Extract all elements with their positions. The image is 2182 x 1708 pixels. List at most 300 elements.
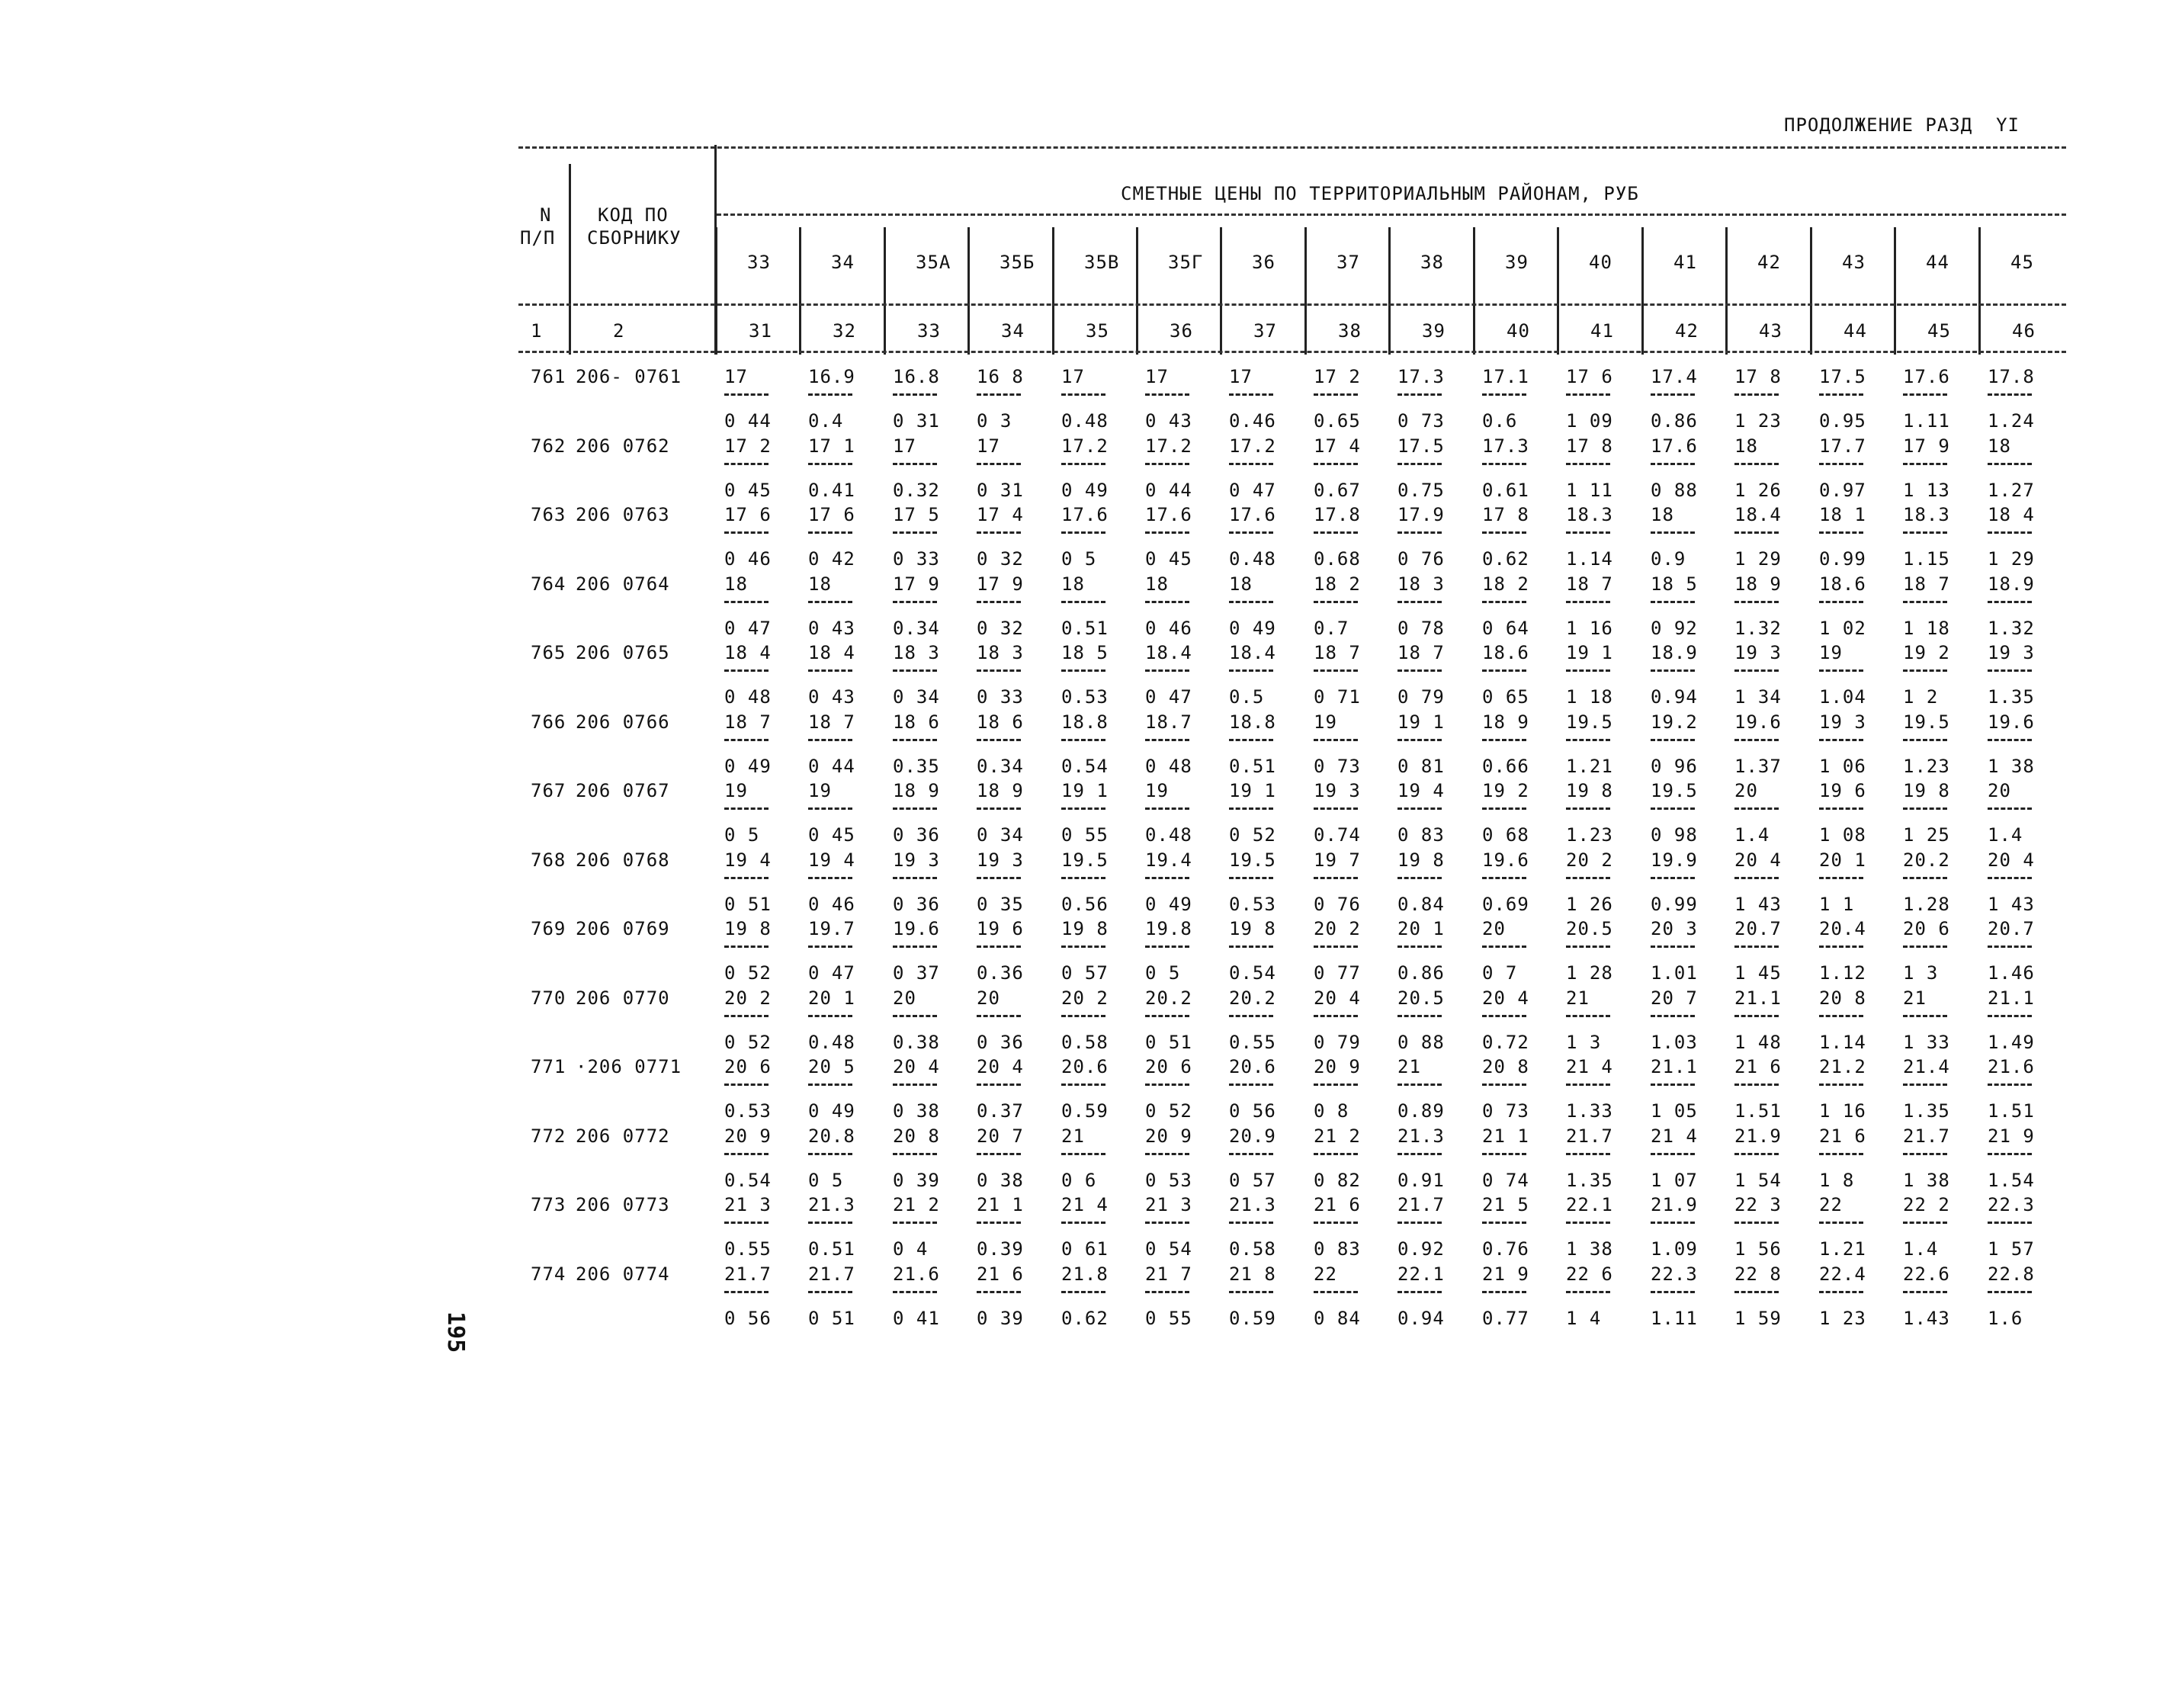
price-value: 21.7 (1397, 1194, 1445, 1215)
row-code: 206 0765 (576, 642, 670, 663)
price-value: 18.4 (1734, 504, 1782, 525)
wage-value: 1.09 (1651, 1238, 1698, 1260)
fraction-line (1566, 601, 1610, 603)
price-value: 17 (1145, 366, 1169, 387)
price-value: 17.8 (1988, 366, 2035, 387)
price-value: 21.9 (1734, 1125, 1782, 1147)
wage-value: 1.27 (1988, 479, 2035, 501)
price-value: 17 (1229, 366, 1253, 387)
price-value: 20 4 (1734, 849, 1782, 871)
wage-value: 1 38 (1988, 755, 2035, 777)
wage-value: 0 47 (1229, 479, 1276, 501)
wage-value: 0 36 (893, 824, 940, 846)
fraction-line (1903, 1153, 1947, 1155)
fraction-line (808, 946, 852, 948)
wage-value: 0 52 (1229, 824, 1276, 846)
region-column-separator (967, 227, 970, 355)
region-column-separator (1810, 227, 1812, 355)
price-value: 17.8 (1314, 504, 1361, 525)
fraction-line (1145, 946, 1189, 948)
fraction-line (893, 531, 937, 534)
price-value: 18.8 (1061, 711, 1109, 733)
column-index: 44 (1843, 320, 1867, 342)
region-column-separator (1641, 227, 1644, 355)
wage-value: 0 35 (977, 893, 1024, 915)
price-value: 20.2 (1145, 987, 1192, 1009)
fraction-line (1734, 669, 1779, 672)
wage-value: 0.32 (893, 479, 940, 501)
price-value: 20 (893, 987, 916, 1009)
fraction-line (1819, 393, 1863, 396)
price-value: 18 9 (1734, 573, 1782, 595)
fraction-line (1314, 946, 1358, 948)
wage-value: 0.62 (1061, 1307, 1109, 1329)
price-value: 17 5 (893, 504, 940, 525)
fraction-line (1482, 739, 1526, 741)
wage-value: 0.53 (724, 1100, 772, 1122)
fraction-line (1734, 1084, 1779, 1086)
price-value: 21.7 (808, 1263, 855, 1285)
wage-value: 1.21 (1566, 755, 1613, 777)
wage-value: 0 57 (1229, 1169, 1276, 1191)
fraction-line (893, 669, 937, 672)
wage-value: 1.21 (1819, 1238, 1866, 1260)
price-value: 18 2 (1314, 573, 1361, 595)
wage-value: 1 16 (1819, 1100, 1866, 1122)
price-value: 19.5 (1903, 711, 1950, 733)
wage-value: 0 77 (1314, 962, 1361, 984)
price-value: 20 6 (724, 1056, 772, 1077)
fraction-line (808, 393, 852, 396)
wage-value: 0.75 (1397, 479, 1445, 501)
fraction-line (1566, 1084, 1610, 1086)
fraction-line (724, 1291, 769, 1293)
region-header: 40 (1589, 252, 1612, 273)
price-value: 21.7 (1903, 1125, 1950, 1147)
price-value: 21.1 (1988, 987, 2035, 1009)
region-column-separator (884, 227, 886, 355)
price-value: 18 4 (724, 642, 772, 663)
fraction-line (1988, 807, 2032, 810)
price-value: 19 2 (1903, 642, 1950, 663)
fraction-line (1145, 531, 1189, 534)
fraction-line (1482, 393, 1526, 396)
fraction-line (1819, 601, 1863, 603)
price-value: 20 1 (1397, 918, 1445, 939)
wage-value: 1 06 (1819, 755, 1866, 777)
price-value: 19.7 (808, 918, 855, 939)
price-value: 18.6 (1819, 573, 1866, 595)
wage-value: 1 29 (1734, 548, 1782, 570)
fraction-line (1903, 669, 1947, 672)
wage-value: 0 48 (724, 686, 772, 708)
fraction-line (1061, 807, 1105, 810)
fraction-line (1651, 739, 1695, 741)
wage-value: 1 43 (1734, 893, 1782, 915)
fraction-line (1988, 531, 2032, 534)
price-value: 18 (724, 573, 748, 595)
fraction-line (1819, 669, 1863, 672)
price-value: 20 7 (977, 1125, 1024, 1147)
price-value: 18 7 (1314, 642, 1361, 663)
region-column-separator (799, 227, 801, 355)
wage-value: 1.15 (1903, 548, 1950, 570)
fraction-line (1145, 807, 1189, 810)
wage-value: 0.86 (1397, 962, 1445, 984)
row-number: 765 (531, 642, 566, 663)
price-value: 18.3 (1903, 504, 1950, 525)
fraction-line (1314, 1015, 1358, 1017)
row-number: 766 (531, 711, 566, 733)
wage-value: 0.55 (1229, 1031, 1276, 1053)
wage-value: 0 45 (1145, 548, 1192, 570)
fraction-line (1145, 1153, 1189, 1155)
fraction-line (1734, 1015, 1779, 1017)
price-value: 17.9 (1397, 504, 1445, 525)
price-value: 18 6 (977, 711, 1024, 733)
price-value: 20 5 (808, 1056, 855, 1077)
row-code: 206 0762 (576, 435, 670, 457)
fraction-line (1988, 739, 2032, 741)
region-header: 33 (747, 252, 771, 273)
wage-value: 1 33 (1903, 1031, 1950, 1053)
wage-value: 0.67 (1314, 479, 1361, 501)
column-index: 40 (1507, 320, 1530, 342)
price-value: 20 7 (1651, 987, 1698, 1009)
price-value: 19 (1314, 711, 1337, 733)
fraction-line (1903, 1222, 1947, 1224)
price-value: 21 (1566, 987, 1590, 1009)
fraction-line (1061, 463, 1105, 465)
section-continuation-header: ПРОДОЛЖЕНИЕ РАЗД YI (1784, 114, 2020, 136)
row-code: 206- 0761 (576, 366, 682, 387)
fraction-line (1819, 1153, 1863, 1155)
region-header: 35Г (1168, 252, 1204, 273)
fraction-line (1397, 877, 1442, 879)
wage-value: 1.23 (1903, 755, 1950, 777)
region-header: 35Б (1000, 252, 1035, 273)
price-value: 19 (808, 780, 832, 801)
fraction-line (1482, 1153, 1526, 1155)
price-value: 20 6 (1145, 1056, 1192, 1077)
fraction-line (1651, 531, 1695, 534)
wage-value: 0 73 (1482, 1100, 1529, 1122)
price-value: 19 3 (893, 849, 940, 871)
fraction-line (1651, 807, 1695, 810)
wage-value: 0 92 (1651, 617, 1698, 639)
fraction-line (808, 877, 852, 879)
price-value: 17.6 (1651, 435, 1698, 457)
price-value: 20 2 (1566, 849, 1613, 871)
price-value: 21 6 (1734, 1056, 1782, 1077)
fraction-line (1145, 1015, 1189, 1017)
price-value: 17 4 (977, 504, 1024, 525)
price-value: 21 9 (1988, 1125, 2035, 1147)
wage-value: 0 73 (1397, 410, 1445, 432)
wage-value: 0.37 (977, 1100, 1024, 1122)
fraction-line (1061, 1015, 1105, 1017)
price-value: 19.5 (1229, 849, 1276, 871)
column-index: 32 (833, 320, 856, 342)
price-value: 21 4 (1061, 1194, 1109, 1215)
wage-value: 1.43 (1903, 1307, 1950, 1329)
price-value: 18.9 (1651, 642, 1698, 663)
price-value: 20.7 (1734, 918, 1782, 939)
column-index: 34 (1001, 320, 1025, 342)
wage-value: 1.11 (1903, 410, 1950, 432)
price-value: 18 7 (1903, 573, 1950, 595)
wage-value: 1.14 (1819, 1031, 1866, 1053)
row-code: 206 0767 (576, 780, 670, 801)
price-value: 22 8 (1734, 1263, 1782, 1285)
fraction-line (808, 669, 852, 672)
wage-value: 1 07 (1651, 1169, 1698, 1191)
price-value: 21.8 (1061, 1263, 1109, 1285)
wage-value: 0 42 (808, 548, 855, 570)
wage-value: 0 51 (808, 1307, 855, 1329)
fraction-line (1314, 393, 1358, 396)
price-value: 21.7 (724, 1263, 772, 1285)
fraction-line (1903, 739, 1947, 741)
fraction-line (1229, 1291, 1273, 1293)
price-value: 20.8 (808, 1125, 855, 1147)
fraction-line (1819, 531, 1863, 534)
price-value: 18 (808, 573, 832, 595)
price-value: 20 2 (1061, 987, 1109, 1009)
fraction-line (724, 946, 769, 948)
price-value: 17 6 (724, 504, 772, 525)
wage-value: 0.95 (1819, 410, 1866, 432)
wage-value: 0 78 (1397, 617, 1445, 639)
price-value: 22 6 (1566, 1263, 1613, 1285)
price-value: 22.6 (1903, 1263, 1950, 1285)
fraction-line (808, 1153, 852, 1155)
fraction-line (1903, 1291, 1947, 1293)
fraction-line (1314, 669, 1358, 672)
price-value: 20.2 (1903, 849, 1950, 871)
region-column-separator (1473, 227, 1475, 355)
wage-value: 1 1 (1819, 893, 1855, 915)
fraction-line (724, 1222, 769, 1224)
price-value: 18 (1651, 504, 1674, 525)
fraction-line (1566, 1015, 1610, 1017)
wage-value: 0 55 (1061, 824, 1109, 846)
wage-value: 1 2 (1903, 686, 1939, 708)
fraction-line (1397, 739, 1442, 741)
region-header: 42 (1757, 252, 1781, 273)
fraction-line (1145, 1084, 1189, 1086)
wage-value: 0.53 (1229, 893, 1276, 915)
price-value: 17 (1061, 366, 1085, 387)
price-value: 18 (1145, 573, 1169, 595)
fraction-line (893, 1153, 937, 1155)
row-number: 772 (531, 1125, 566, 1147)
column-index: 31 (749, 320, 772, 342)
fraction-line (1229, 739, 1273, 741)
wage-value: 0 54 (1145, 1238, 1192, 1260)
price-value: 17 6 (1566, 366, 1613, 387)
wage-value: 0 71 (1314, 686, 1361, 708)
fraction-line (1314, 739, 1358, 741)
fraction-line (1903, 877, 1947, 879)
fraction-line (977, 1222, 1021, 1224)
fraction-line (1229, 601, 1273, 603)
price-value: 19 7 (1314, 849, 1361, 871)
price-value: 21 1 (1482, 1125, 1529, 1147)
price-value: 18 (1229, 573, 1253, 595)
region-header: 35В (1084, 252, 1120, 273)
fraction-line (1819, 807, 1863, 810)
price-value: 22.1 (1397, 1263, 1445, 1285)
fraction-line (1734, 946, 1779, 948)
column-index: 36 (1170, 320, 1193, 342)
wage-value: 0.4 (808, 410, 844, 432)
row-code: 206 0774 (576, 1263, 670, 1285)
price-value: 20 4 (1988, 849, 2035, 871)
fraction-line (1903, 463, 1947, 465)
price-value: 21 3 (724, 1194, 772, 1215)
price-value: 20 6 (1903, 918, 1950, 939)
row-number: 773 (531, 1194, 566, 1215)
wage-value: 0 53 (1145, 1169, 1192, 1191)
wage-value: 0 45 (808, 824, 855, 846)
wage-value: 0.84 (1397, 893, 1445, 915)
fraction-line (1651, 1291, 1695, 1293)
price-value: 19.6 (1988, 711, 2035, 733)
wage-value: 1 23 (1819, 1307, 1866, 1329)
fraction-line (1314, 1153, 1358, 1155)
wage-value: 0.5 (1229, 686, 1265, 708)
fraction-line (977, 1084, 1021, 1086)
wage-value: 0 5 (808, 1169, 844, 1191)
fraction-line (1397, 946, 1442, 948)
wage-value: 0 83 (1314, 1238, 1361, 1260)
fraction-line (1819, 739, 1863, 741)
price-value: 18 6 (893, 711, 940, 733)
price-value: 18.4 (1145, 642, 1192, 663)
fraction-line (1903, 946, 1947, 948)
fraction-line (1145, 601, 1189, 603)
fraction-line (1988, 1015, 2032, 1017)
wage-value: 0.58 (1061, 1031, 1109, 1053)
fraction-line (1229, 1015, 1273, 1017)
fraction-line (977, 807, 1021, 810)
price-value: 17.5 (1819, 366, 1866, 387)
price-value: 20.4 (1819, 918, 1866, 939)
column-index: 46 (2012, 320, 2036, 342)
price-value: 17 4 (1314, 435, 1361, 457)
fraction-line (1314, 1222, 1358, 1224)
fraction-line (1988, 946, 2032, 948)
fraction-line (1061, 1084, 1105, 1086)
fraction-line (1734, 531, 1779, 534)
price-value: 19 4 (1397, 780, 1445, 801)
wage-value: 0.54 (1061, 755, 1109, 777)
wage-value: 0.61 (1482, 479, 1529, 501)
wage-value: 1 29 (1988, 548, 2035, 570)
wage-value: 0.72 (1482, 1031, 1529, 1053)
column-index: 45 (1927, 320, 1951, 342)
price-value: 19 1 (1397, 711, 1445, 733)
fraction-line (1819, 1015, 1863, 1017)
fraction-line (1651, 463, 1695, 465)
region-column-separator (1388, 227, 1391, 355)
price-value: 21 6 (977, 1263, 1024, 1285)
price-value: 22.4 (1819, 1263, 1866, 1285)
fraction-line (1988, 1153, 2032, 1155)
wage-value: 0 32 (977, 548, 1024, 570)
wage-value: 1.4 (1903, 1238, 1939, 1260)
price-value: 18 7 (1397, 642, 1445, 663)
price-value: 18 9 (1482, 711, 1529, 733)
fraction-line (1397, 1222, 1442, 1224)
price-value: 20 8 (1482, 1056, 1529, 1077)
wage-value: 1 05 (1651, 1100, 1698, 1122)
row-number: 770 (531, 987, 566, 1009)
wage-value: 0.99 (1651, 893, 1698, 915)
price-value: 20.6 (1061, 1056, 1109, 1077)
wage-value: 0.89 (1397, 1100, 1445, 1122)
fraction-line (893, 877, 937, 879)
wage-value: 1 18 (1566, 686, 1613, 708)
price-value: 16.9 (808, 366, 855, 387)
wage-value: 0 36 (893, 893, 940, 915)
price-value: 21.6 (1988, 1056, 2035, 1077)
price-value: 18 4 (808, 642, 855, 663)
price-value: 21 (1061, 1125, 1085, 1147)
price-value: 19.5 (1566, 711, 1613, 733)
price-value: 21.1 (1651, 1056, 1698, 1077)
fraction-line (1482, 601, 1526, 603)
wage-value: 0 83 (1397, 824, 1445, 846)
wage-value: 1.6 (1988, 1307, 2023, 1329)
price-value: 18 4 (1988, 504, 2035, 525)
price-value: 18 7 (1566, 573, 1613, 595)
fraction-line (1734, 877, 1779, 879)
wage-value: 0 5 (1061, 548, 1097, 570)
wage-value: 0 49 (1061, 479, 1109, 501)
price-value: 20.6 (1229, 1056, 1276, 1077)
fraction-line (1903, 531, 1947, 534)
price-value: 18.6 (1482, 642, 1529, 663)
row-number: 767 (531, 780, 566, 801)
price-value: 22 2 (1903, 1194, 1950, 1215)
index-col-1: 1 (531, 320, 543, 342)
wage-value: 0.9 (1651, 548, 1686, 570)
price-value: 20 8 (893, 1125, 940, 1147)
price-value: 19 8 (1229, 918, 1276, 939)
price-value: 17.6 (1061, 504, 1109, 525)
wage-value: 1 38 (1566, 1238, 1613, 1260)
wage-value: 1 43 (1988, 893, 2035, 915)
row-code: 206 0773 (576, 1194, 670, 1215)
index-bottom-rule (518, 351, 2066, 353)
fraction-line (724, 669, 769, 672)
wage-value: 0 76 (1314, 893, 1361, 915)
fraction-line (1482, 1015, 1526, 1017)
fraction-line (1903, 393, 1947, 396)
wage-value: 1 16 (1566, 617, 1613, 639)
column-index: 42 (1675, 320, 1699, 342)
fraction-line (1988, 601, 2032, 603)
row-number: 761 (531, 366, 566, 387)
fraction-line (1145, 463, 1189, 465)
wage-value: 0.74 (1314, 824, 1361, 846)
price-value: 19 4 (724, 849, 772, 871)
fraction-line (1397, 1291, 1442, 1293)
price-value: 21 6 (1819, 1125, 1866, 1147)
fraction-line (1566, 463, 1610, 465)
